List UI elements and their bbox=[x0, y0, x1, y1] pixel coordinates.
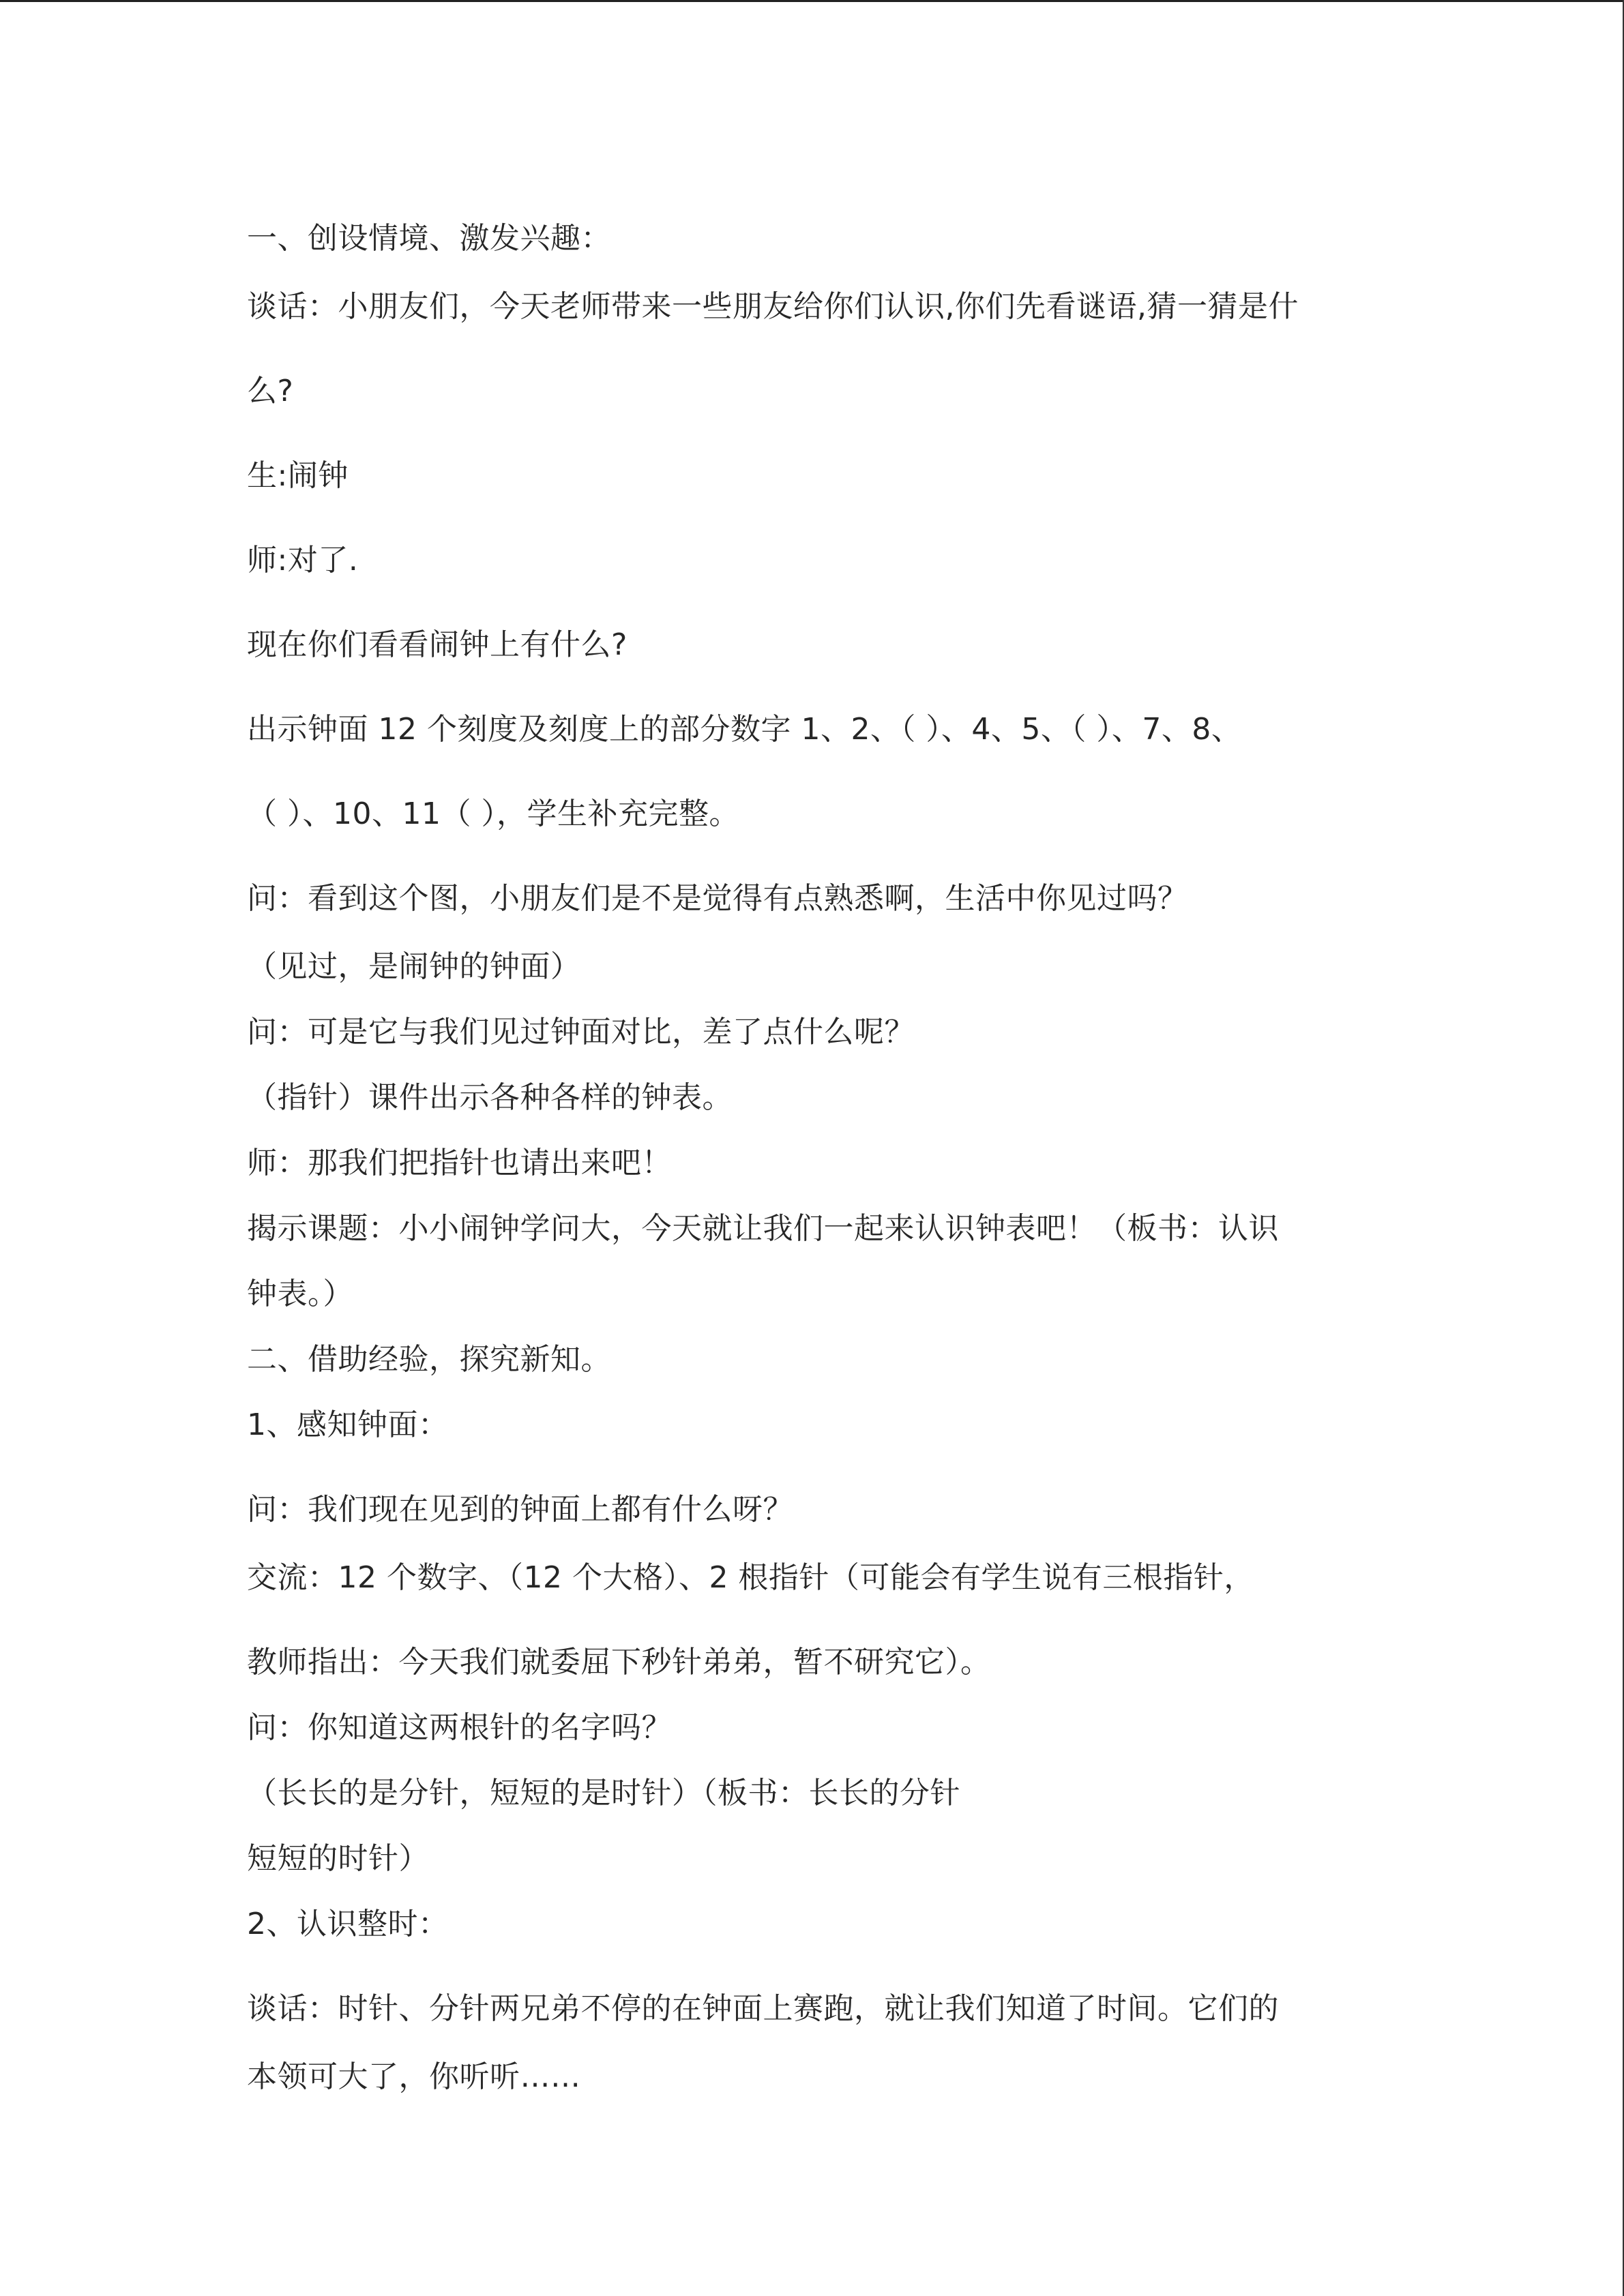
paragraph-line: 短短的时针） bbox=[247, 1841, 429, 1876]
section-heading-2: 二、借助经验，探究新知。 bbox=[247, 1342, 611, 1377]
paragraph-line: 本领可大了，你听听…… bbox=[247, 2059, 581, 2094]
paragraph-line: 揭示课题：小小闹钟学问大，今天就让我们一起来认识钟表吧！（板书：认识 bbox=[247, 1211, 1279, 1246]
paragraph-line: 问：可是它与我们见过钟面对比，差了点什么呢？ bbox=[247, 1015, 915, 1049]
paragraph-line: 谈话：时针、分针两兄弟不停的在钟面上赛跑，就让我们知道了时间。它们的 bbox=[247, 1991, 1279, 2026]
section-heading-1: 一、创设情境、激发兴趣： bbox=[247, 221, 611, 256]
subsection-heading-2: 2、认识整时： bbox=[247, 1907, 449, 1941]
paragraph-line: 师：那我们把指针也请出来吧！ bbox=[247, 1146, 672, 1180]
paragraph-line: 问：我们现在见到的钟面上都有什么呀？ bbox=[247, 1492, 793, 1527]
paragraph-line: 出示钟面 12 个刻度及刻度上的部分数字 1、2、（ ）、4、5、（ ）、7、8、 bbox=[247, 712, 1242, 747]
top-border bbox=[0, 0, 1624, 2]
paragraph-line: 教师指出：今天我们就委屈下秒针弟弟，暂不研究它）。 bbox=[247, 1645, 991, 1680]
paragraph-line: （指针）课件出示各种各样的钟表。 bbox=[247, 1080, 733, 1115]
paragraph-line: 问：看到这个图，小朋友们是不是觉得有点熟悉啊，生活中你见过吗？ bbox=[247, 881, 1188, 916]
paragraph-line: 生:闹钟 bbox=[247, 458, 349, 493]
paragraph-line: 钟表。） bbox=[247, 1277, 353, 1311]
paragraph-line: 问：你知道这两根针的名字吗？ bbox=[247, 1710, 672, 1745]
paragraph-line: 么? bbox=[247, 374, 294, 408]
paragraph-line: （ ）、10、11（ ），学生补充完整。 bbox=[247, 796, 739, 831]
paragraph-line: 交流：12 个数字、（12 个大格）、2 根指针（可能会有学生说有三根指针， bbox=[247, 1560, 1254, 1595]
subsection-heading-1: 1、感知钟面： bbox=[247, 1407, 449, 1442]
paragraph-line: 谈话：小朋友们，今天老师带来一些朋友给你们认识,你们先看谜语,猜一猜是什 bbox=[247, 289, 1299, 324]
paragraph-line: 现在你们看看闹钟上有什么? bbox=[247, 627, 628, 662]
paragraph-line: （长长的是分针，短短的是时针）（板书：长长的分针 bbox=[247, 1776, 960, 1810]
paragraph-line: 师:对了. bbox=[247, 543, 359, 578]
paragraph-line: （见过，是闹钟的钟面） bbox=[247, 949, 581, 984]
